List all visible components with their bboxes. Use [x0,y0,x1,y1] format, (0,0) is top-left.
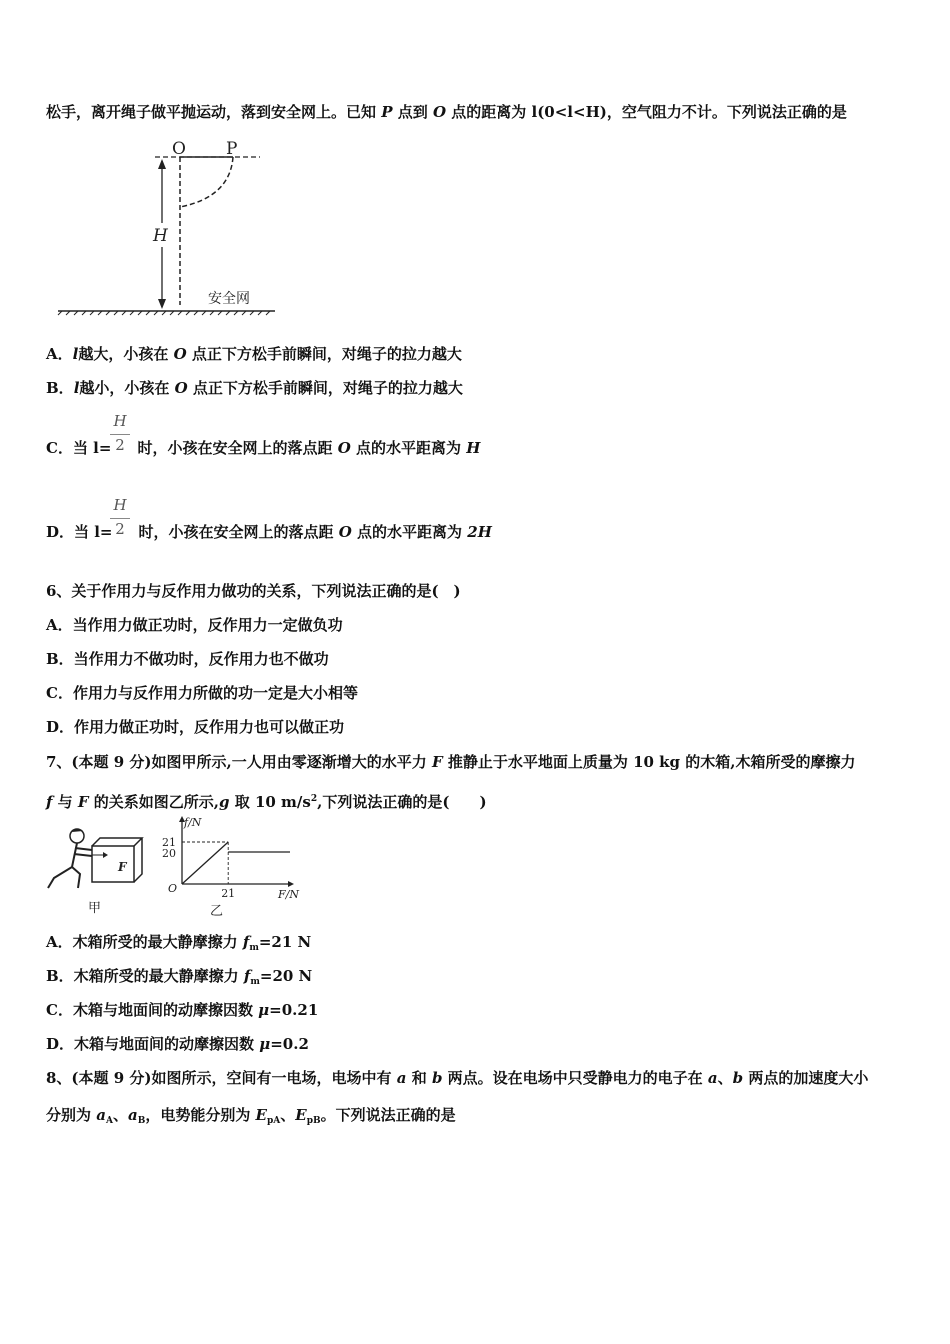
figure-jia-person-pushing-box [42,822,152,922]
q5-c-fraction: H 2 [110,412,130,432]
figure-yi-friction-chart [160,812,310,922]
box [92,846,134,882]
x-axis-label: F/N [278,888,299,901]
q6-stem: 6、关于作用力与反作用力做功的关系，下列说法正确的是( ) [46,582,461,600]
label-O: O [172,139,186,159]
y-tick-21: 21 [162,836,176,849]
x-axis-arrow [288,881,294,887]
q5-d-fraction: H 2 [110,496,130,516]
arrow-up-head [158,159,166,169]
q7-option-c: C．木箱与地面间的动摩擦因数 μ=0.21 [46,1001,319,1019]
label-H: H [153,226,168,246]
q6-option-d: D．作用力做正功时，反作用力也可以做正功 [46,718,345,736]
box-force-label: F [118,860,127,874]
label-safety-net: 安全网 [208,291,250,307]
q8-stem-line2: 分别为 $a_A$、$a_B$，电势能分别为 $E_{pA}$、$E_{pB}$。下列说法正确的是 [46,1106,456,1126]
fig-jia-caption: 甲 [88,901,102,916]
intro-line: 松手，离开绳子做平抛运动，落到安全网上。已知 P 点到 O 点的距离为 l(0<l<H)，空气阻力不计。下列说法正确的是 [46,103,847,121]
q7-stem-line1: 7、(本题 9 分)如图甲所示,一人用由零逐渐增大的水平力 F 推静止于水平地面上质量为 10 kg 的木箱,木箱所受的摩擦力 [46,753,856,771]
y-tick-20: 20 [162,847,176,860]
q5-option-a: A．l越大，小孩在 O 点正下方松手前瞬间，对绳子的拉力越大 [46,345,462,363]
fig-yi-caption: 乙 [210,904,224,919]
q7-option-b: B．木箱所受的最大静摩擦力 $f_m=20$ N [46,967,313,987]
q5-option-c: C．当 l= 时，小孩在安全网上的落点距 O 点的水平距离为 H [46,439,481,457]
q7-option-a: A．木箱所受的最大静摩擦力 $f_m=21$ N [46,933,312,953]
q6-option-a: A．当作用力做正功时，反作用力一定做负功 [46,616,343,634]
q7-option-d: D．木箱与地面间的动摩擦因数 μ=0.2 [46,1035,309,1053]
series-static-friction [182,842,228,884]
q7-stem-line2: f 与 F 的关系如图乙所示,g 取 10 $m/s^2$,下列说法正确的是( ) [46,793,487,811]
arrow-down-head [158,299,166,309]
label-P: P [226,139,238,159]
x-tick-21: 21 [221,887,236,900]
q5-option-d: D．当 l= 时，小孩在安全网上的落点距 O 点的水平距离为 2H [46,523,492,541]
origin-label: O [168,882,178,895]
y-axis-label: f/N [184,816,202,829]
q8-stem-line1: 8、(本题 9 分)如图所示，空间有一电场，电场中有 a 和 b 两点。设在电场中只受静电力的电子在 a、b 两点的加速度大小 [46,1069,869,1087]
q6-option-c: C．作用力与反作用力所做的功一定是大小相等 [46,684,358,702]
swing-arc [180,157,233,207]
figure-swing-diagram [50,135,290,325]
q5-option-b: B．l越小，小孩在 O 点正下方松手前瞬间，对绳子的拉力越大 [46,379,463,397]
q6-option-b: B．当作用力不做功时，反作用力也不做功 [46,650,329,668]
